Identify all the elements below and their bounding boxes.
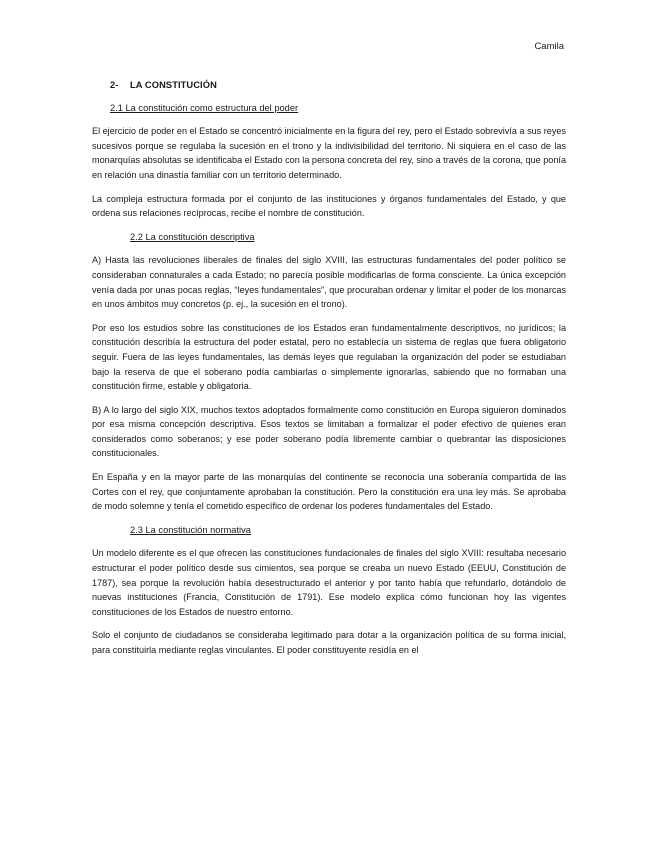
subsection-heading-2-3: 2.3 La constitución normativa xyxy=(130,524,251,535)
subsection-heading-2-1: 2.1 La constitución como estructura del poder xyxy=(110,102,299,113)
paragraph: La compleja estructura formada por el conjunto de las instituciones y órganos fundamentales del Estado, y que ordena sus relaciones recíprocas, recibe el nombre de constitución. xyxy=(92,193,566,219)
section-number: 2- xyxy=(110,80,119,90)
subsection-heading-2-2: 2.2 La constitución descriptiva xyxy=(130,231,255,242)
author-name: Camila xyxy=(534,41,564,52)
paragraph: A) Hasta las revoluciones liberales de finales del siglo XVIII, las estructuras fundamentales del poder político se consideraban connaturales a cada Estado; no parecía posible modificarlas de forma consciente. La única excepción venía dada por unas pocas reglas, “leyes fundamentales”, que procuraban ordenar y limitar el poder de los monarcas en unos ámbitos muy concretos (p. ej., la sucesión en el trono). xyxy=(92,255,566,310)
paragraph: Por eso los estudios sobre las constituciones de los Estados eran fundamentalmente descriptivos, no jurídicos; la constitución describía la estructura del poder estatal, pero no establecía un sistema de reglas que fuera obligatorio seguir. Fuera de las leyes fundamentales, las demás leyes que regulaban la organización del poder se estudiaban bajo la reserva de que el soberano podía cambiarlas o simplemente ignorarlas, sabiendo que no formaban una constitución firme, estable y obligatoria. xyxy=(92,322,566,392)
paragraph: Un modelo diferente es el que ofrecen las constituciones fundacionales de finales del siglo XVIII: resultaba necesario estructurar el poder político desde sus cimientos, sea porque se creaba un nuevo Estado (EEUU, Constitución de 1787), sea porque la revolución había desestructurado el anterior y por tanto había que refundarlo, dotándolo de nuevas instituciones (Francia, Constitución de 1791). Ese modelo explica cómo funcionan hoy las vigentes constituciones de los Estados de nuestro entorno. xyxy=(92,548,566,617)
paragraph: El ejercicio de poder en el Estado se concentró inicialmente en la figura del rey, pero el Estado sobrevivía a sus reyes sucesivos porque se regulaba la sucesión en el trono y la indivisibilidad del territorio. Ni siquiera en el caso de las monarquías absolutas se identificaba el Estado con la persona concreta del rey, sino a través de la corona, que ponía en relación una dinastía familiar con un territorio determinado. xyxy=(92,126,567,180)
section-title xyxy=(110,78,566,93)
document-body xyxy=(92,78,566,667)
paragraph: Solo el conjunto de ciudadanos se consideraba legitimado para dotar a la organización política de su forma inicial, para constituirla mediante reglas vinculantes. El poder constituyente residía en el xyxy=(92,630,566,655)
paragraph: En España y en la mayor parte de las monarquías del continente se reconocía una soberanía compartida de las Cortes con el rey, que conjuntamente aprobaban la constitución. Pero la constitución era una ley más. Se aprobaba de modo solemne y tenía el cometido específico de ordenar los poderes fundamentales del Estado. xyxy=(92,472,566,512)
paragraph: B) A lo largo del siglo XIX, muchos textos adoptados formalmente como constitución en Europa siguieron dominados por esa misma concepción descriptiva. Esos textos se limitaban a formalizar el poder efectivo de quienes eran considerados como soberanos; y ese poder soberano podía libremente cambiar o quebrantar las disposiciones constitucionales. xyxy=(92,404,566,459)
section-title-text: LA CONSTITUCIÓN xyxy=(130,80,217,90)
